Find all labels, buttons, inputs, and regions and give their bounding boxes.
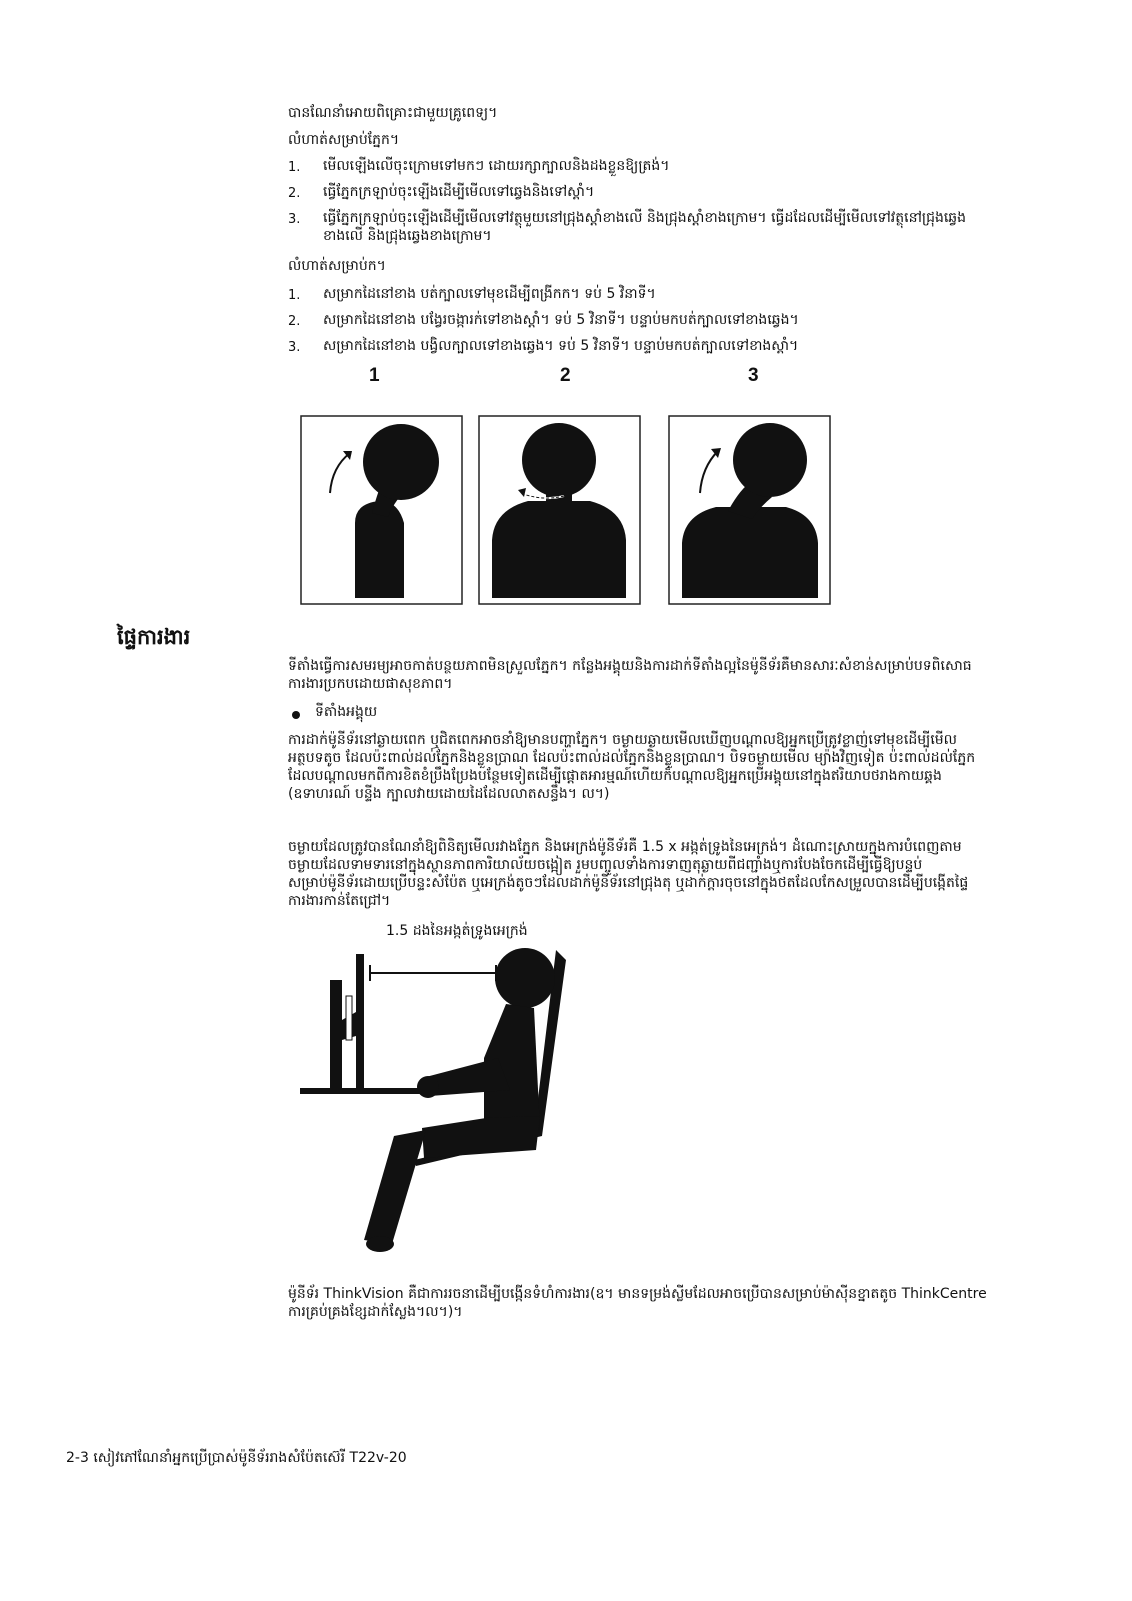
list-item: សម្រាកដៃនៅខាង បង្វិលក្បាលទៅខាងឆ្វេង។ ទប់ 5 វិនាទី។ បន្ទាប់មកបត់ក្បាលទៅខាងស្តាំ។ <box>323 338 799 354</box>
list-number: 2. <box>288 314 301 329</box>
neck-exercise-figure-2 <box>478 415 641 605</box>
neck-exercises-title: លំហាត់សម្រាប់ក។ <box>288 258 386 274</box>
list-item: សម្រាកដៃនៅខាង បង្វែរចង្ការក់ទៅខាងស្តាំ។ ទប់ 5 វិនាទី។ បន្ទាប់មកបត់ក្បាលទៅខាងឆ្វេង។ <box>323 312 799 328</box>
list-number: 3. <box>288 340 301 355</box>
distance-label: 1.5 ដងនៃអង្កត់ទ្រូងអេក្រង់ <box>386 923 528 939</box>
positioning-paragraph: ការដាក់ម៉ូនីទ័រនៅឆ្ងាយពេក ឬជិតពេកអាចនាំឱ្យមានបញ្ហាភ្នែក។ ចម្ងាយឆ្ងាយមើលឃើញបណ្តាលឱ្យអ្នកប្រើត្រូវខ្លាញ់ទៅមុខដើម្បីមើលអត្ថបទតូច ដែលប៉ះពាល់ដល់ភ្នែកនិងខ្លួនប្រាណ ដែលប៉ះពាល់ដល់ភ្នែកនិងខ្លួនប្រាណ។ បិទចម្ងាយមើល ម្យ៉ាងវិញទៀត ប៉ះពាល់ដល់ភ្នែកដែលបណ្តាលមកពីការខិតខំប្រឹងប្រែងបន្ថែមទៀតដើម្បីផ្តោតអារម្មណ៍ហើយក៏បណ្តាលឱ្យអ្នកប្រើអង្គុយនៅក្នុងឥរិយាបថរាងកាយឆ្គង (ឧទាហរណ៍ បន្ទីង ក្បាលវាយដោយដៃដែលលាតសន្ធឹង។ ល។) <box>288 732 976 802</box>
thinkvision-paragraph: ម៉ូនីទ័រ ThinkVision គឺជាការរចនាដើម្បីបង្កើនទំហំការងារ(ឧ។ មានទម្រង់ស្លីមដែលអាចប្រើបានសម្រាប់ម៉ាស៊ីនខ្នាតតូច ThinkCentre ការគ្រប់គ្រងខ្សែដាក់ស្លែង។ល។)។ <box>288 1286 987 1320</box>
list-item: ធ្វើភ្នែកក្រឡាប់ចុះឡើងដើម្បីមើលទៅឆ្វេងនិងទៅស្តាំ។ <box>323 184 595 200</box>
neck-exercise-figure-3 <box>668 415 831 605</box>
bullet-icon <box>292 711 300 719</box>
list-number: 1. <box>288 160 301 175</box>
intro-text: បានណែនាំអោយពិគ្រោះជាមួយគ្រូពេទ្យ។ <box>288 105 498 121</box>
page-footer: 2-3 សៀវភៅណែនាំអ្នកប្រើប្រាស់ម៉ូនីទ័ររាងសំប៉ែតស៊េរី T22v-20 <box>66 1450 407 1466</box>
section-intro-paragraph: ទីតាំងធ្វើការសមរម្យអាចកាត់បន្ថយភាពមិនស្រួលភ្នែក។ កន្លែងអង្គុយនិងការដាក់ទីតាំងល្អនៃម៉ូនីទ័រគឺមានសារៈសំខាន់សម្រាប់បទពិសោធការងារប្រកបដោយផាសុខភាព។ <box>288 658 972 692</box>
list-item: មើលឡើងលើចុះក្រោមទៅមកៗ ដោយរក្សាក្បាលនិងដងខ្លួនឱ្យត្រង់។ <box>323 158 670 174</box>
bullet-label: ទីតាំងអង្គុយ <box>315 704 378 720</box>
list-item: សម្រាកដៃនៅខាង បត់ក្បាលទៅមុខដើម្បីពង្រីកក។ ទប់ 5 វិនាទី។ <box>323 286 656 302</box>
list-number: 1. <box>288 288 301 303</box>
section-heading: ផ្ទៃការងារ <box>117 625 191 649</box>
list-number: 3. <box>288 212 301 227</box>
list-number: 2. <box>288 186 301 201</box>
distance-paragraph: ចម្ងាយដែលត្រូវបានណែនាំឱ្យពិនិត្យមើលរវាងភ្នែក និងអេក្រង់ម៉ូនីទ័រគឺ 1.5 x អង្កត់ទ្រូងនៃអេក្រង់។ ដំណោះស្រាយក្នុងការបំពេញតាមចម្ងាយដែលទាមទារនៅក្នុងស្ថានភាពការិយាល័យចង្អៀត រួមបញ្ចូលទាំងការទាញតុឆ្ងាយពីជញ្ជាំងឬការបែងចែកដើម្បីធ្វើឱ្យបន្ទប់សម្រាប់ម៉ូនីទ័រដោយប្រើបន្ទះសំប៉ែត ឬអេក្រង់តូចៗដែលដាក់ម៉ូនីទ័រនៅជ្រុងតុ ឬដាក់ក្តារចុចនៅក្នុងថតដែលកែសម្រួលបានដើម្បីបង្កើតផ្ទៃការងារកាន់តែជ្រៅ។ <box>288 839 969 909</box>
list-item: ធ្វើភ្នែកក្រឡាប់ចុះឡើងដើម្បីមើលទៅវត្ថុមួយនៅជ្រុងស្តាំខាងលើ និងជ្រុងស្តាំខាងក្រោម។ ធ្វើដដែលដើម្បីមើលទៅវត្ថុនៅជ្រុងឆ្វេងខាងលើ និងជ្រុងឆ្វេងខាងក្រោម។ <box>323 210 967 244</box>
eye-exercises-title: លំហាត់សម្រាប់ភ្នែក។ <box>288 132 400 148</box>
seated-posture-figure <box>298 940 588 1270</box>
neck-exercise-figure-1 <box>300 415 463 605</box>
figure-number-1: 1 <box>369 365 380 386</box>
figure-number-2: 2 <box>560 365 571 386</box>
figure-number-3: 3 <box>748 365 759 386</box>
